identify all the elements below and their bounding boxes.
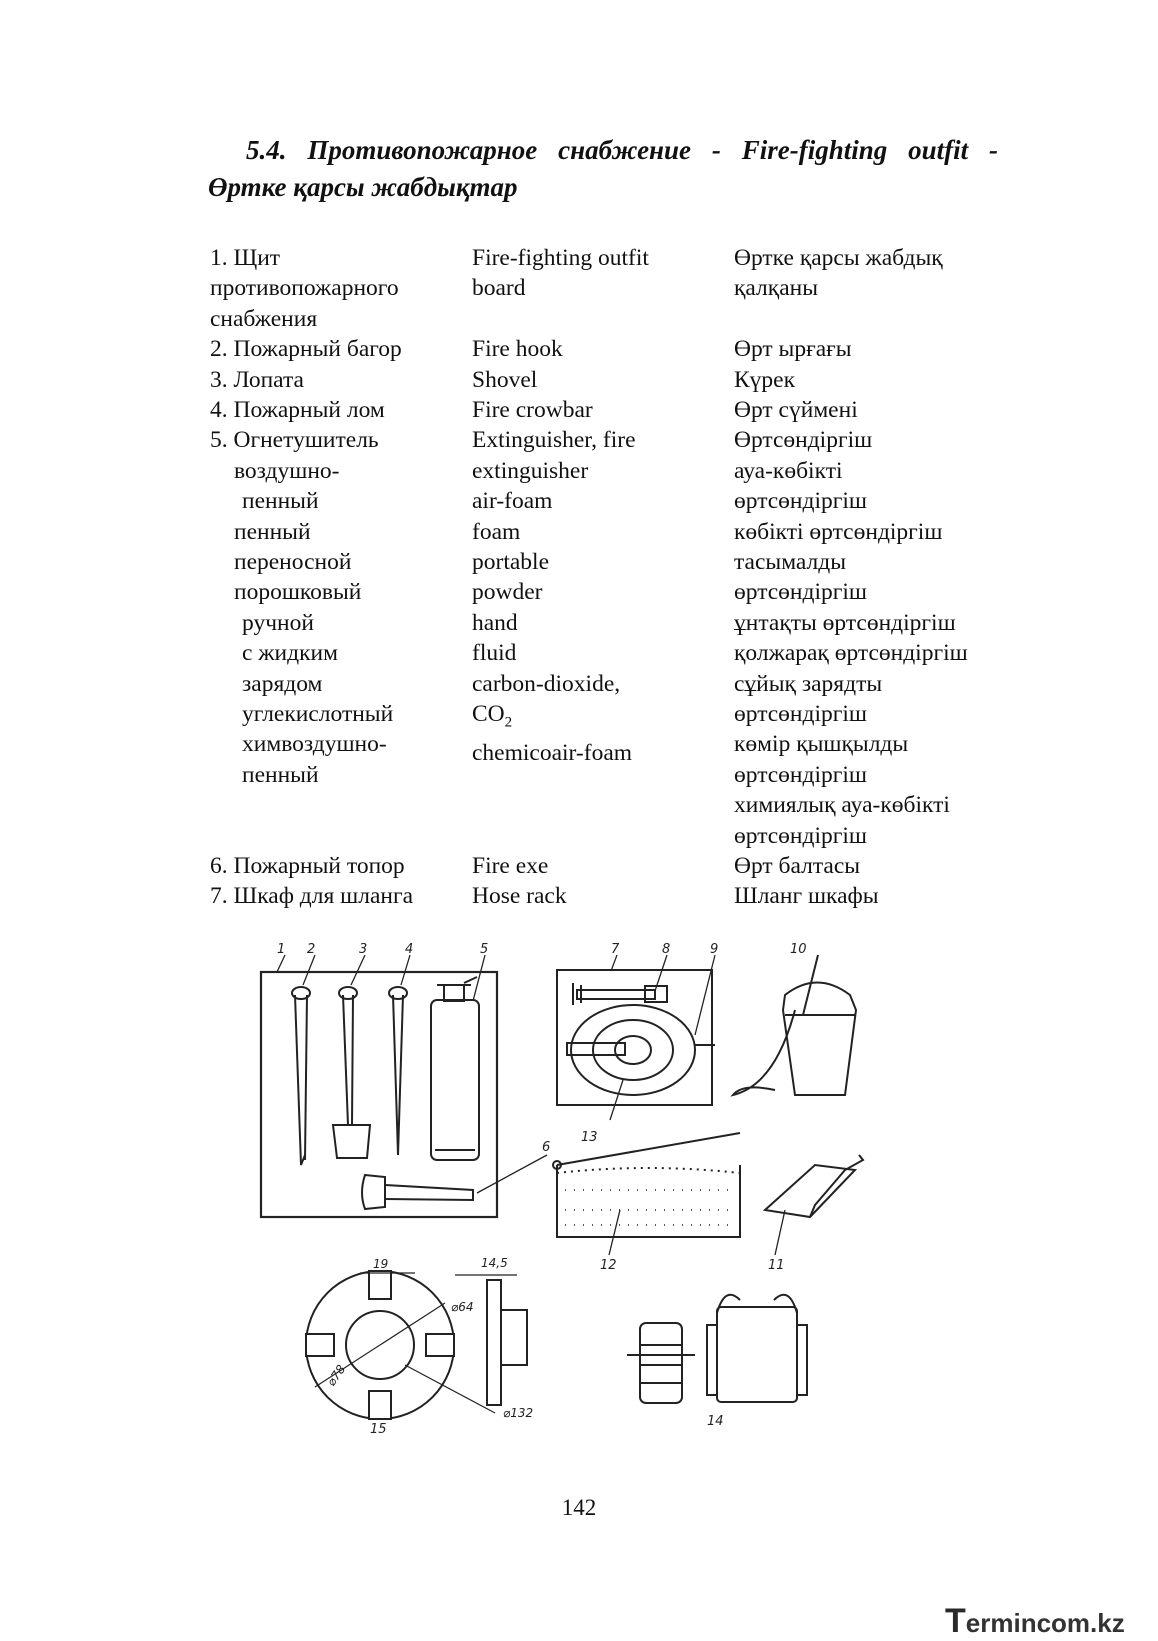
term-line: с жидким [242, 640, 338, 667]
term-line: chemicoair-foam [472, 740, 633, 767]
term-line: өртсөндіргіш [734, 822, 868, 849]
callout-8: 8 [662, 942, 671, 957]
term-en [472, 334, 732, 364]
callout-4: 4 [405, 942, 414, 957]
callout-1: 1 [277, 942, 286, 957]
term-line: снабжения [210, 305, 318, 332]
page-title [208, 132, 998, 206]
term-line: воздушно- [234, 457, 340, 484]
term-line: Fire hook [472, 336, 563, 363]
term-line: Extinguisher, fire [472, 427, 636, 454]
term-kz [734, 243, 1034, 304]
subscript: 2 [504, 714, 513, 731]
term-line: Fire crowbar [472, 397, 593, 423]
term-line: 5. Огнетушитель [210, 427, 379, 454]
term-line: $CO_2$ [472, 701, 513, 731]
term-line: қалқаны [734, 275, 818, 302]
term-line: powder [472, 579, 543, 606]
extinguisher-icon [431, 977, 479, 1160]
axe-icon [362, 1175, 473, 1209]
term-line: Fire exe [472, 853, 549, 879]
callout-14: 14 [707, 1414, 724, 1429]
term-line: extinguisher [472, 457, 589, 484]
term-en [472, 395, 732, 425]
term-line: 4. Пожарный лом [210, 397, 385, 423]
term-line: химиялық ауа-көбікті [734, 792, 950, 819]
callout-7: 7 [611, 942, 620, 957]
term-kz [734, 425, 1034, 851]
term-line: сұйық зарядты [734, 670, 883, 697]
term-ru [210, 395, 465, 425]
term-line: пенный [234, 518, 311, 545]
term-kz [734, 881, 1034, 911]
term-line: Шланг шкафы [734, 883, 879, 910]
coupling-disk-icon [306, 1271, 495, 1419]
term-en [472, 243, 732, 304]
page-number: 142 [561, 1495, 597, 1520]
term-line: ручной [242, 609, 314, 636]
term-line: химвоздушно- [242, 731, 387, 758]
term-line: 2. Пожарный багор [210, 336, 402, 363]
term-line: foam [472, 518, 521, 545]
callout-2: 2 [307, 942, 316, 957]
term-line: hand [472, 609, 518, 636]
term-line: 7. Шкаф для шланга [210, 883, 414, 910]
callout-6: 6 [542, 1140, 551, 1155]
term-line: Өрт балтасы [734, 853, 861, 879]
term-kz [734, 365, 1034, 395]
callout-3: 3 [359, 942, 368, 957]
callout-9: 9 [710, 942, 719, 957]
term-line: зарядом [242, 670, 323, 697]
term-en [472, 881, 732, 911]
term-line: air-foam [472, 488, 553, 515]
callout-13: 13 [581, 1130, 598, 1145]
dim-19: 19 [373, 1257, 389, 1271]
term-line: өртсөндіргіш [734, 761, 868, 788]
dim-d64: ⌀64 [451, 1300, 474, 1314]
shovel-icon [333, 987, 370, 1158]
term-line: өртсөндіргіш [734, 579, 868, 606]
term-ru [210, 425, 465, 790]
term-line: carbon-dioxide, [472, 670, 621, 697]
term-en [472, 851, 732, 881]
nozzle-icon [573, 983, 667, 1005]
term-line: көбікті өртсөндіргіш [734, 518, 943, 545]
term-line: Өртке қарсы жабдық [734, 245, 943, 271]
term-line: fluid [472, 640, 517, 667]
term-line: көмір қышқылды [734, 731, 909, 758]
dim-d132: ⌀132 [503, 1406, 534, 1420]
term-line: Өртсөндіргіш [734, 427, 873, 454]
title-line-2: Өртке қарсы жабдықтар [208, 172, 518, 202]
term-kz [734, 851, 1034, 881]
dim-14-5: 14,5 [481, 1256, 508, 1270]
term-line: порошковый [234, 579, 362, 606]
term-ru [210, 365, 465, 395]
term-line: Өрт ырғағы [734, 336, 852, 363]
coupling-heads-icon [627, 1295, 807, 1403]
term-line: 1. Щит [210, 245, 281, 271]
callout-5: 5 [480, 942, 489, 957]
term-en [472, 365, 732, 395]
sand-box-icon [553, 1133, 740, 1255]
title-line-1: 5.4. Противопожарное снабжение - Fire-fighting outfit - [246, 135, 998, 165]
hose-reel-icon [567, 1005, 715, 1095]
term-line: 3. Лопата [210, 366, 304, 393]
term-line: пенный [242, 761, 319, 788]
term-en [472, 425, 732, 768]
term-line: переносной [234, 549, 352, 576]
term-line: қолжарақ өртсөндіргіш [734, 640, 968, 667]
fire-equipment-figure [255, 942, 895, 1437]
term-line: өртсөндіргіш [734, 701, 868, 728]
logo-initial: T [945, 1602, 966, 1640]
term-line: ауа-көбікті [734, 457, 843, 484]
term-ru [210, 881, 465, 911]
term-line: 6. Пожарный топор [210, 853, 405, 879]
fire-hook-icon [292, 987, 310, 1165]
coupling-side-icon [455, 1275, 527, 1405]
term-line: противопожарного [210, 275, 399, 302]
crowbar-icon [389, 987, 407, 1155]
term-line: пенный [242, 488, 319, 515]
callout-12: 12 [600, 1258, 617, 1273]
term-line: өртсөндіргіш [734, 488, 868, 515]
term-kz [734, 334, 1034, 364]
term-ru [210, 851, 465, 881]
callout-10: 10 [790, 942, 807, 957]
term-line: Күрек [734, 366, 796, 393]
term-line: Hose rack [472, 883, 567, 910]
term-ru [210, 243, 465, 334]
bucket-icon [733, 955, 856, 1095]
callout-15: 15 [370, 1422, 387, 1437]
watermark-logo [945, 1602, 1125, 1641]
term-line: Shovel [472, 366, 538, 393]
scoop-icon [765, 1155, 863, 1255]
term-line: board [472, 275, 526, 302]
term-line: углекислотный [242, 701, 394, 728]
term-line: тасымалды [734, 549, 847, 576]
term-line: Өрт сүймені [734, 397, 858, 423]
callout-11: 11 [768, 1258, 785, 1273]
term-line: Fire-fighting outfit [472, 245, 649, 271]
term-line: portable [472, 549, 549, 576]
logo-rest: ermincom.kz [965, 1608, 1125, 1638]
term-ru [210, 334, 465, 364]
term-line: ұнтақты өртсөндіргіш [734, 609, 956, 636]
term-kz [734, 395, 1034, 425]
dim-d78: ⌀78 [323, 1362, 349, 1389]
